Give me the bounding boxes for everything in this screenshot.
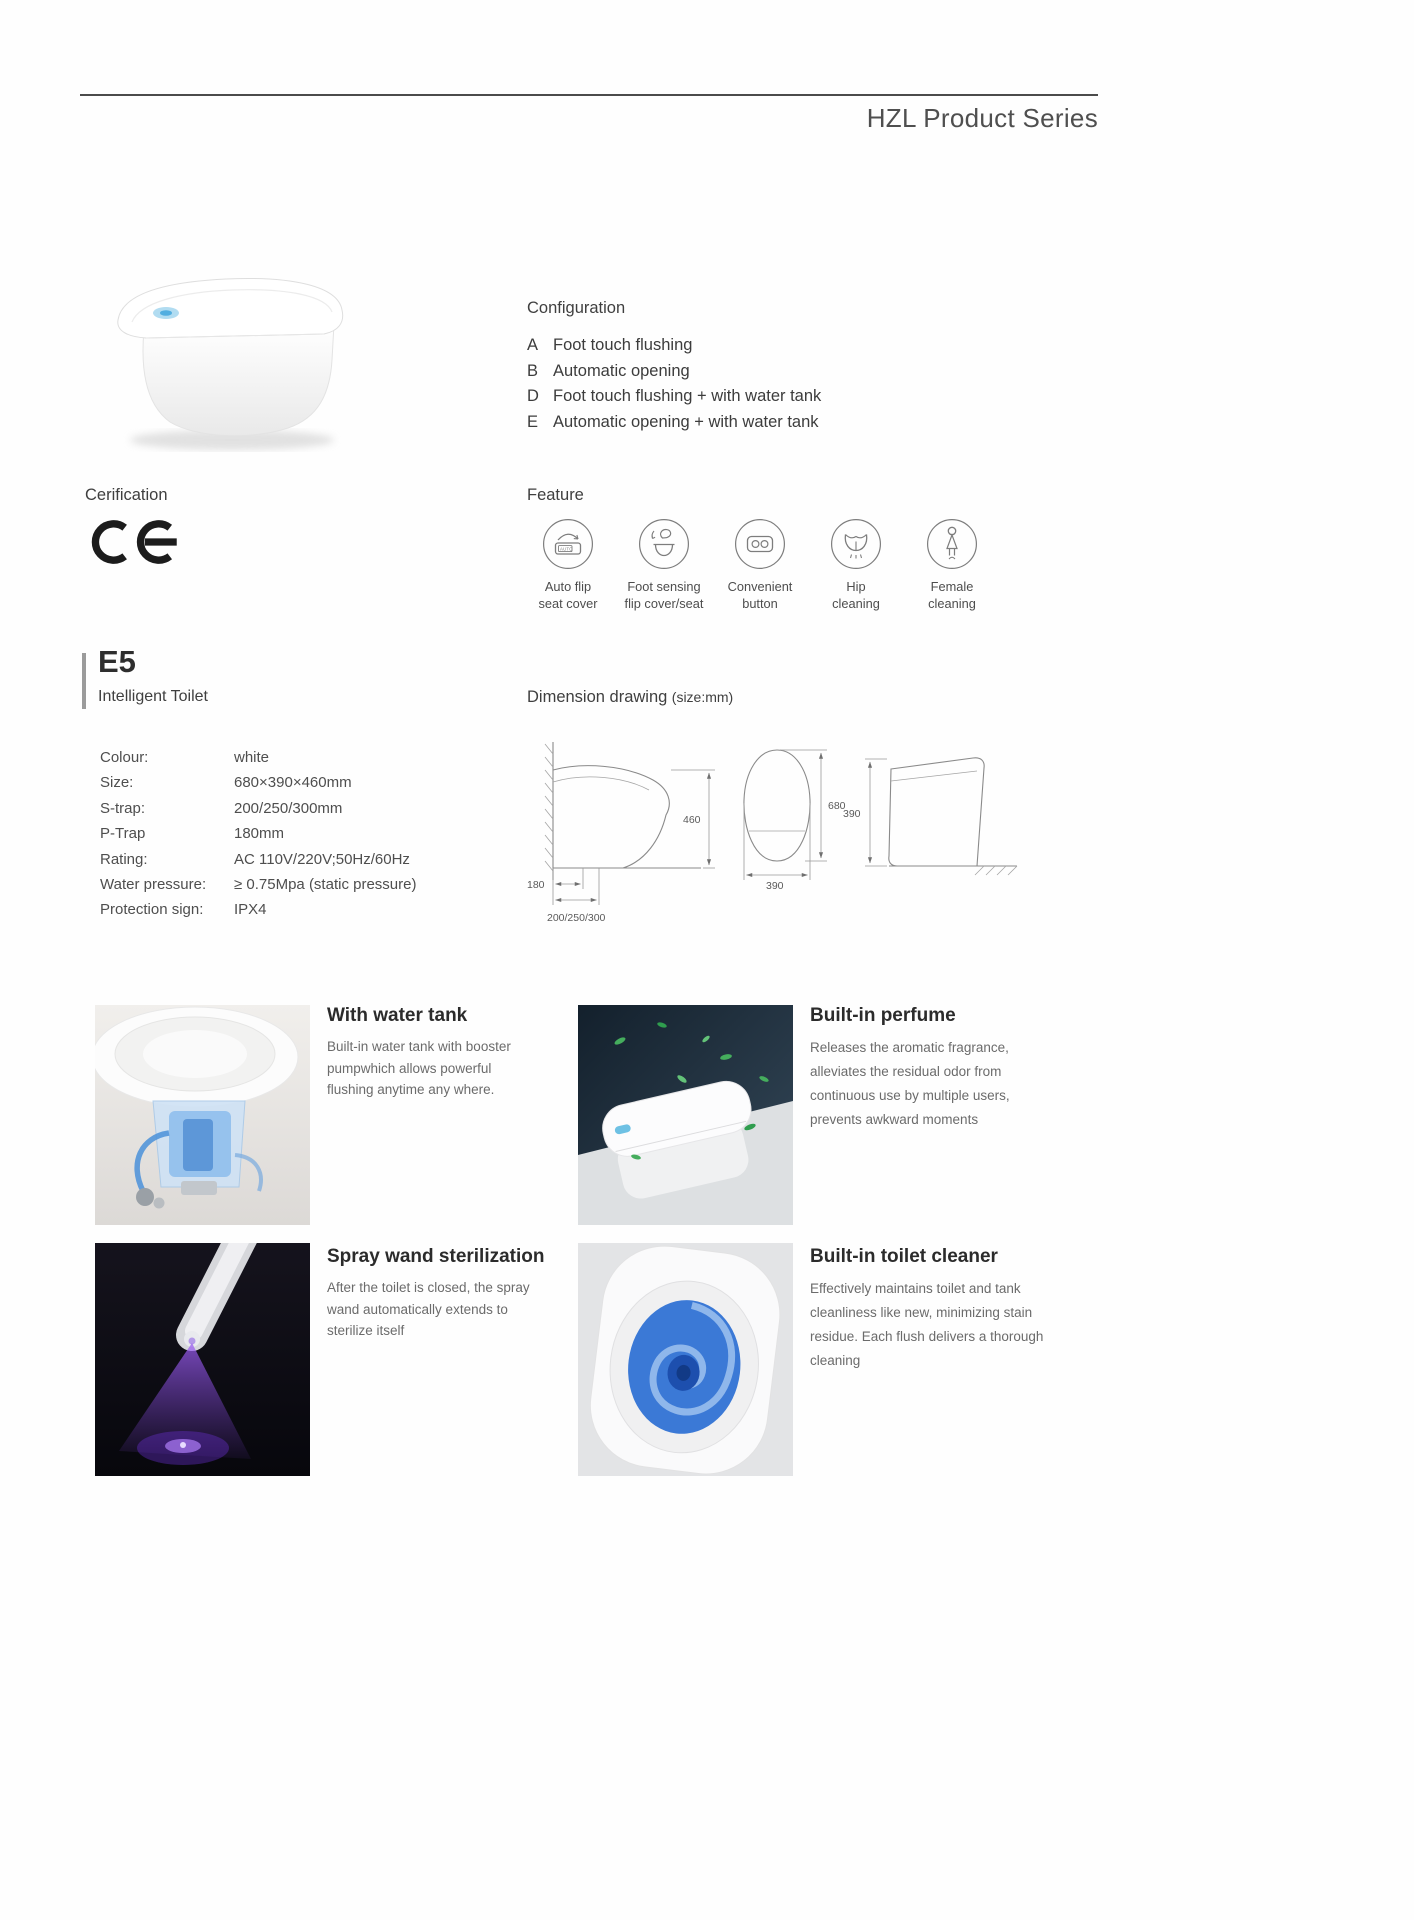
feature-label [538,579,597,613]
rear-view-drawing [889,758,1017,875]
header-divider [80,94,1098,96]
spec-label: Rating: [100,850,148,868]
feature-label-line: Auto flip [544,579,592,594]
feature-label-line: cleaning [832,595,880,611]
spec-label: Water pressure: [100,875,207,893]
spec-value: AC 110V/220V;50Hz/60Hz [234,850,410,868]
option-key: A [527,336,539,354]
option-label: Automatic opening + with water tank [553,412,819,431]
foot-sensing-icon [638,518,690,570]
dim-p-trap-label: 180 [527,879,545,891]
feature-label-line: Foot sensing [627,579,701,594]
configuration-option [527,387,821,413]
convenient-button-icon [734,518,786,570]
configuration-option [527,413,821,439]
spec-row [100,749,416,774]
spec-label: Protection sign: [100,901,204,919]
dim-rear-width-label: 390 [843,808,861,820]
configuration-option [527,362,821,388]
dimension-size-note: (size:mm) [671,689,734,705]
spec-row [100,774,416,799]
front-view-dims [744,750,827,880]
option-key: B [527,361,539,380]
feature-label [832,579,880,613]
spec-table [100,749,416,927]
dim-front-height-label: 680 [828,800,846,812]
feature-label [728,579,793,613]
spec-value: ≥ 0.75Mpa (static pressure) [234,875,417,893]
spec-value: IPX4 [234,901,267,919]
spec-value: 680×390×460mm [234,774,352,792]
card-title: Spray wand sterilization [327,1246,545,1267]
perfume-photo [578,1005,793,1225]
front-view-drawing [744,750,810,861]
spec-row [100,800,416,825]
water-tank-photo [95,1005,310,1225]
feature-item [905,518,999,613]
certification-title: Cerification [85,486,168,504]
feature-label-line: Convenient [727,579,793,594]
feature-icons [521,518,999,613]
spec-row [100,876,416,901]
feature-label [625,579,704,613]
feature-item [521,518,615,613]
series-title: HZL Product Series [866,103,1098,133]
card-body: Built-in water tank with booster pumpwhich allows powerful flushing anytime any where. [327,1039,511,1098]
card-title: Built-in toilet cleaner [810,1246,998,1267]
toilet-cleaner-photo [578,1243,793,1476]
dimension-title [527,688,733,707]
feature-label-line: Hip [846,579,866,594]
spec-value: white [234,749,270,766]
ce-letter-c [95,524,124,560]
hip-cleaning-icon [830,518,882,570]
side-view-drawing [545,742,701,880]
spec-label: Colour: [100,749,149,766]
feature-label [928,579,976,613]
card-body: Effectively maintains toilet and tank cleanliness like new, minimizing stain residue. Each flush delivers a thorough cleaning [810,1281,1044,1369]
option-label: Foot touch flushing [553,336,693,354]
configuration-title: Configuration [527,299,626,317]
feature-label-line: button [742,595,778,611]
spec-label: Size: [100,774,134,792]
auto-flip-seat-cover-icon [542,518,594,570]
spray-wand-photo [95,1243,310,1476]
side-view-dims [553,770,715,905]
feature-label-line: flip cover/seat [624,595,704,611]
card-body: Releases the aromatic fragrance, alleviates the residual odor from continuous use by multiple users, prevents awkward moments [810,1040,1010,1128]
product-type: Intelligent Toilet [98,688,208,705]
feature-item [809,518,903,613]
option-key: D [527,387,539,405]
model-name: E5 [98,644,136,679]
feature-label-line: cleaning [928,595,976,611]
product-photo [92,224,364,464]
option-label: Foot touch flushing + with water tank [553,387,822,405]
option-key: E [527,412,539,431]
model-accent-bar [82,653,86,709]
dim-front-width-label: 390 [766,880,784,892]
toilet-body [143,324,334,436]
feature-title: Feature [527,486,584,504]
feature-card-perfume [810,1005,1025,1132]
dim-height-label: 460 [683,814,701,826]
option-label: Automatic opening [553,361,690,380]
female-cleaning-icon [926,518,978,570]
card-title: With water tank [327,1005,468,1026]
rear-view-dims [865,759,887,866]
feature-card-spray-wand [327,1246,557,1342]
dimension-drawing [525,728,1105,943]
toilet-lid [118,278,343,338]
feature-label-line: seat cover [538,595,598,611]
feature-card-toilet-cleaner [810,1246,1058,1373]
spec-label: P-Trap [100,825,146,843]
spec-label: S-trap: [100,799,146,817]
svg-text:AUTO: AUTO [560,546,573,552]
spec-row [100,901,416,926]
feature-item [713,518,807,613]
feature-item [617,518,711,613]
card-title: Built-in perfume [810,1005,956,1026]
configuration-option [527,336,821,362]
toilet-top-view [583,1243,787,1476]
card-body: After the toilet is closed, the spray wand automatically extends to sterilize itself [327,1280,530,1339]
spec-value: 200/250/300mm [234,799,343,817]
configuration-list [527,336,821,438]
feature-label-line: Female [930,579,974,594]
dimension-title-text: Dimension drawing [527,688,668,706]
dim-s-trap-label: 200/250/300 [547,912,606,924]
led-light [160,310,172,316]
ce-mark-icon [90,516,188,568]
feature-card-water-tank [327,1005,532,1101]
spec-value: 180mm [234,825,285,843]
spec-row [100,825,416,850]
spec-row [100,851,416,876]
